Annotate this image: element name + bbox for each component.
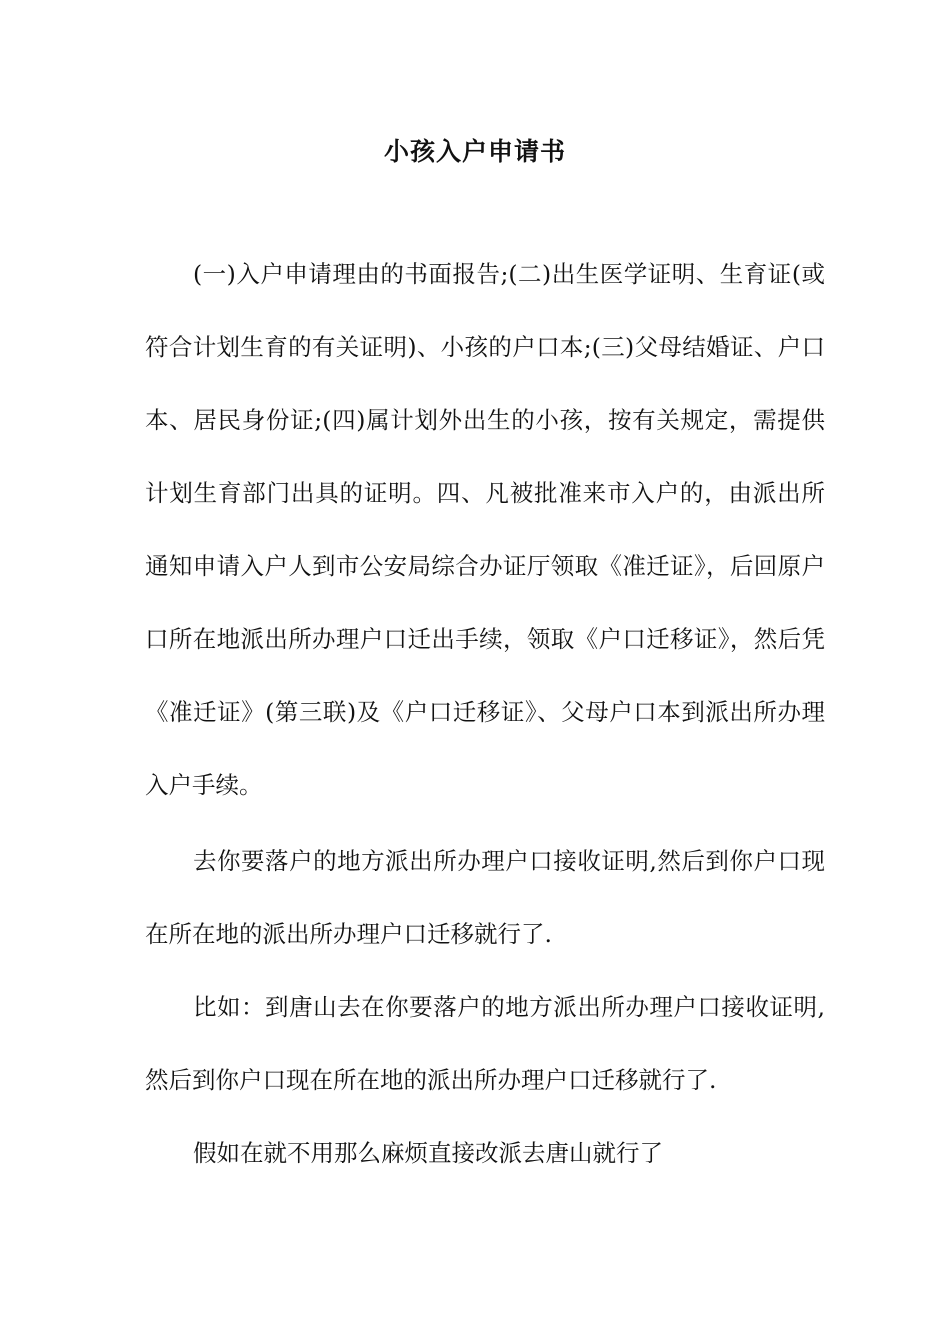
paragraph-requirements: (一)入户申请理由的书面报告;(二)出生医学证明、生育证(或符合计划生育的有关证明)、小孩的户口本;(三)父母结婚证、户口本、居民身份证;(四)属计划外出生的小孩，按有关规定，需提供计划生育部门出具的证明。四、凡被批准来市入户的，由派出所通知申请入户人到市公安局综合办证厅领取《准迁证》，后回原户口所在地派出所办理户口迁出手续，领取《户口迁移证》，然后凭《准迁证》(第三联)及《户口迁移证》、父母户口本到派出所办理入户手续。 [145,260,825,799]
paragraph-note: 假如在就不用那么麻烦直接改派去唐山就行了 [193,1139,663,1167]
document-title: 小孩入户申请书 [383,137,566,166]
paragraph-procedure: 去你要落户的地方派出所办理户口接收证明,然后到你户口现在所在地的派出所办理户口迁移就行了. [145,847,825,948]
paragraph-example: 比如：到唐山去在你要落户的地方派出所办理户口接收证明,然后到你户口现在所在地的派出所办理户口迁移就行了. [145,993,825,1094]
